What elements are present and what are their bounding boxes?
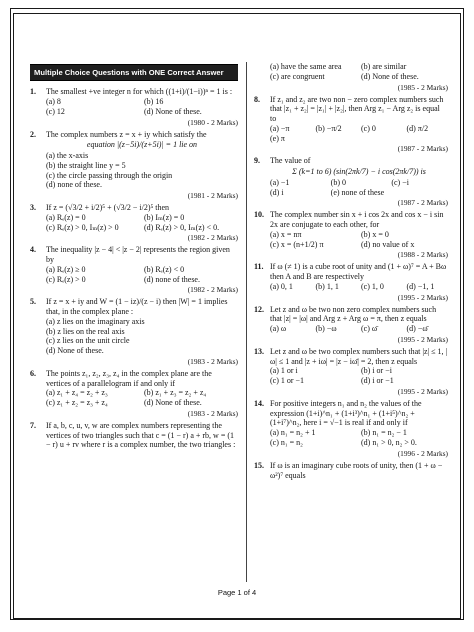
question-formula: Σ (k=1 to 6) (sin(2πk/7) − i cos(2πk/7)) is xyxy=(292,167,426,177)
option-c: (c) Rₑ(z) > 0 xyxy=(46,274,86,284)
marks-label: (1987 - 2 Marks) xyxy=(397,144,448,154)
options xyxy=(270,324,448,334)
question-4 xyxy=(30,245,238,294)
question-number: 8. xyxy=(254,94,260,104)
marks-label: (1983 - 2 Marks) xyxy=(187,356,238,366)
option-d: (d) n₁ > 0, n₂ > 0. xyxy=(361,437,417,447)
question-number: 14. xyxy=(254,398,264,408)
option-b: (b) are similar xyxy=(361,62,407,71)
option-e: (e) none of these xyxy=(330,187,385,197)
option-b: (b) −ω xyxy=(315,324,337,334)
option-b: (b) Rₑ(z) < 0 xyxy=(144,264,185,274)
question-number: 4. xyxy=(30,245,36,255)
question-7 xyxy=(30,421,238,450)
option-c: (c) the circle passing through the origin xyxy=(46,170,173,180)
options xyxy=(46,97,238,117)
question-text: The points z₁, z₂, z₃, z₄ in the complex plane are the vertices of a parallelogram if and only if xyxy=(46,368,212,388)
right-column xyxy=(254,62,448,582)
option-a: (a) x = nπ xyxy=(270,229,302,239)
option-d: (d) None of these. xyxy=(144,398,202,408)
option-a: (a) z₁ + z₄ = z₂ + z₃ xyxy=(46,388,108,398)
options xyxy=(46,388,238,408)
question-number: 1. xyxy=(30,87,36,97)
question-text: The value of xyxy=(270,156,311,166)
option-b: (b) i or −i xyxy=(361,366,392,376)
option-b: (b) 1, 1 xyxy=(315,281,339,291)
question-text: Let z and ω be two non zero complex numbers such that |z| = |ω| and Arg z + Arg ω = π, then z equals xyxy=(270,304,437,324)
question-text: For positive integers n₁ and n₂ the values of the expression (1+i)^n₁ + (1+i³)^n₁ + (1+i⁵)^n₂ + (1+i⁷)^n₂, here i = √−1 is real if and only if xyxy=(270,398,422,428)
option-d: (d) π/2 xyxy=(406,123,429,133)
question-11 xyxy=(254,262,448,301)
option-a: (a) −1 xyxy=(270,177,290,187)
option-a: (a) 8 xyxy=(46,97,61,106)
option-d: (d) −ω̄ xyxy=(406,324,428,334)
option-c: (c) z lies on the unit circle xyxy=(46,336,130,346)
option-c: (c) 1, 0 xyxy=(361,281,384,291)
option-b: (b) 0 xyxy=(330,177,346,187)
question-text: If z = (√3/2 + i/2)⁵ + (√3/2 − i/2)⁵ then xyxy=(46,203,170,213)
question-number: 11. xyxy=(254,262,264,272)
question-formula: equation |(z−5i)/(z+5i)| = 1 lie on xyxy=(86,140,198,150)
option-d: (d) None of these. xyxy=(46,346,104,356)
question-text: The smallest +ve integer n for which ((1+i)/(1−i))ⁿ = 1 is : xyxy=(46,87,233,97)
option-c: (c) z₁ + z₂ = z₃ + z₄ xyxy=(46,398,108,408)
option-b: (b) z lies on the real axis xyxy=(46,326,125,336)
question-text: If ω is an imaginary cube roots of unity, then (1 + ω − ω²)⁷ equals xyxy=(270,460,443,480)
option-d: (d) i or −1 xyxy=(361,376,394,386)
marks-label: (1987 - 2 Marks) xyxy=(397,198,448,208)
option-c: (c) n₁ = n₂ xyxy=(270,437,303,447)
question-number: 10. xyxy=(254,210,264,220)
option-b: (b) Iₘ(z) = 0 xyxy=(144,212,185,222)
question-7-continued xyxy=(254,62,448,92)
marks-label: (1995 - 2 Marks) xyxy=(397,292,448,302)
question-3 xyxy=(30,203,238,242)
options xyxy=(46,317,238,356)
options xyxy=(270,230,448,250)
option-a: (a) ω xyxy=(270,324,287,334)
options xyxy=(270,428,448,448)
options xyxy=(270,62,448,82)
question-1 xyxy=(30,87,238,126)
marks-label: (1982 - 2 Marks) xyxy=(187,285,238,295)
question-number: 15. xyxy=(254,460,264,470)
marks-label: (1995 - 2 Marks) xyxy=(397,334,448,344)
option-c: (c) 0 xyxy=(361,123,376,133)
option-b: (b) n₁ = n₂ − 1 xyxy=(361,428,407,438)
question-number: 7. xyxy=(30,420,36,430)
option-a: (a) have the same area xyxy=(270,62,342,71)
option-b: (b) x = 0 xyxy=(361,229,389,239)
option-a: (a) Rₑ(z) = 0 xyxy=(46,212,86,222)
question-number: 6. xyxy=(30,368,36,378)
option-c: (c) x = (n+1/2) π xyxy=(270,239,324,249)
options xyxy=(46,265,238,285)
question-8 xyxy=(254,95,448,154)
question-14 xyxy=(254,399,448,458)
marks-label: (1981 - 2 Marks) xyxy=(187,191,238,201)
question-number: 2. xyxy=(30,129,36,139)
option-a: (a) 0, 1 xyxy=(270,281,293,291)
question-text: The inequality |z − 4| < |z − 2| represents the region given by xyxy=(46,245,230,265)
option-d: (d) no value of x xyxy=(361,239,415,249)
marks-label: (1983 - 2 Marks) xyxy=(187,408,238,418)
marks-label: (1985 - 2 Marks) xyxy=(397,82,448,92)
options xyxy=(46,213,238,233)
marks-label: (1995 - 2 Marks) xyxy=(397,386,448,396)
option-d: (d) none of these. xyxy=(144,274,200,284)
option-d: (d) i xyxy=(270,187,284,197)
option-a: (a) Rₑ(z) ≥ 0 xyxy=(46,264,86,274)
option-a: (a) −π xyxy=(270,123,290,133)
options xyxy=(270,366,448,386)
question-2 xyxy=(30,130,238,201)
question-number: 13. xyxy=(254,346,264,356)
question-text: The complex number sin x + i cos 2x and cos x − i sin 2x are conjugate to each other, for xyxy=(270,210,444,230)
question-15 xyxy=(254,461,448,481)
question-number: 12. xyxy=(254,304,264,314)
options xyxy=(46,151,238,190)
question-text: The complex numbers z = x + iy which satisfy the xyxy=(46,129,207,139)
option-a: (a) the x-axis xyxy=(46,151,89,161)
options xyxy=(270,282,448,292)
option-c: (c) 12 xyxy=(46,106,65,116)
question-12 xyxy=(254,305,448,344)
option-c: (c) ω̄ xyxy=(361,324,378,334)
question-text: If a, b, c, u, v, w are complex numbers representing the vertices of two triangles such that c = (1 − r) a + rb, w = (1 − r) u + rv where r is a complex number, the two triangles : xyxy=(46,420,236,450)
options xyxy=(270,178,448,198)
section-banner: Multiple Choice Questions with ONE Correct Answer xyxy=(30,64,238,81)
question-9 xyxy=(254,156,448,207)
option-d: (d) None of these. xyxy=(144,106,202,116)
option-b: (b) the straight line y = 5 xyxy=(46,160,126,170)
question-5 xyxy=(30,297,238,366)
option-d: (d) −1, 1 xyxy=(406,281,435,291)
option-e: (e) π xyxy=(270,133,285,143)
option-d: (d) none of these. xyxy=(46,180,102,190)
question-6 xyxy=(30,369,238,418)
question-number: 5. xyxy=(30,297,36,307)
marks-label: (1982 - 2 Marks) xyxy=(187,233,238,243)
option-b: (b) 16 xyxy=(144,97,164,106)
marks-label: (1980 - 2 Marks) xyxy=(187,117,238,127)
question-text: Let z and ω be two complex numbers such that |z| ≤ 1, |ω| ≤ 1 and |z + iω| = |z − iω̄| = 2, then z equals xyxy=(270,346,448,366)
question-10 xyxy=(254,210,448,259)
question-text: If z = x + iy and W = (1 − iz)/(z − i) then |W| = 1 implies that, in the complex plane : xyxy=(46,297,228,317)
marks-label: (1996 - 2 Marks) xyxy=(397,448,448,458)
question-number: 9. xyxy=(254,156,260,166)
option-a: (a) n₁ = n₂ + 1 xyxy=(270,428,316,438)
options xyxy=(270,124,448,144)
marks-label: (1988 - 2 Marks) xyxy=(397,250,448,260)
page-footer: Page 1 of 4 xyxy=(217,588,257,597)
question-13 xyxy=(254,347,448,396)
option-c: (c) are congruent xyxy=(270,71,325,81)
option-d: (d) Rₑ(z) > 0, Iₘ(z) < 0. xyxy=(144,222,220,232)
option-a: (a) z lies on the imaginary axis xyxy=(46,316,145,326)
question-text: If z₁ and z₂ are two non − zero complex numbers such that |z₁ + z₂| = |z₁| + |z₂|, then Arg z₁ − Arg z₂ is equal to xyxy=(270,94,444,124)
option-c: (c) 1 or −1 xyxy=(270,376,305,386)
question-text: If ω (≠ 1) is a cube root of unity and (1 + ω)⁷ = A + Bω then A and B are respectively xyxy=(270,262,447,282)
question-number: 3. xyxy=(30,203,36,213)
left-column xyxy=(30,62,238,582)
option-c: (c) Rₑ(z) > 0, Iₘ(z) > 0 xyxy=(46,222,119,232)
option-b: (b) −π/2 xyxy=(315,123,342,133)
option-d: (d) None of these. xyxy=(361,71,419,81)
option-a: (a) 1 or i xyxy=(270,366,298,376)
option-b: (b) z₁ + z₃ = z₂ + z₄ xyxy=(144,388,207,398)
column-divider xyxy=(246,62,247,582)
option-c: (c) −i xyxy=(391,177,409,187)
